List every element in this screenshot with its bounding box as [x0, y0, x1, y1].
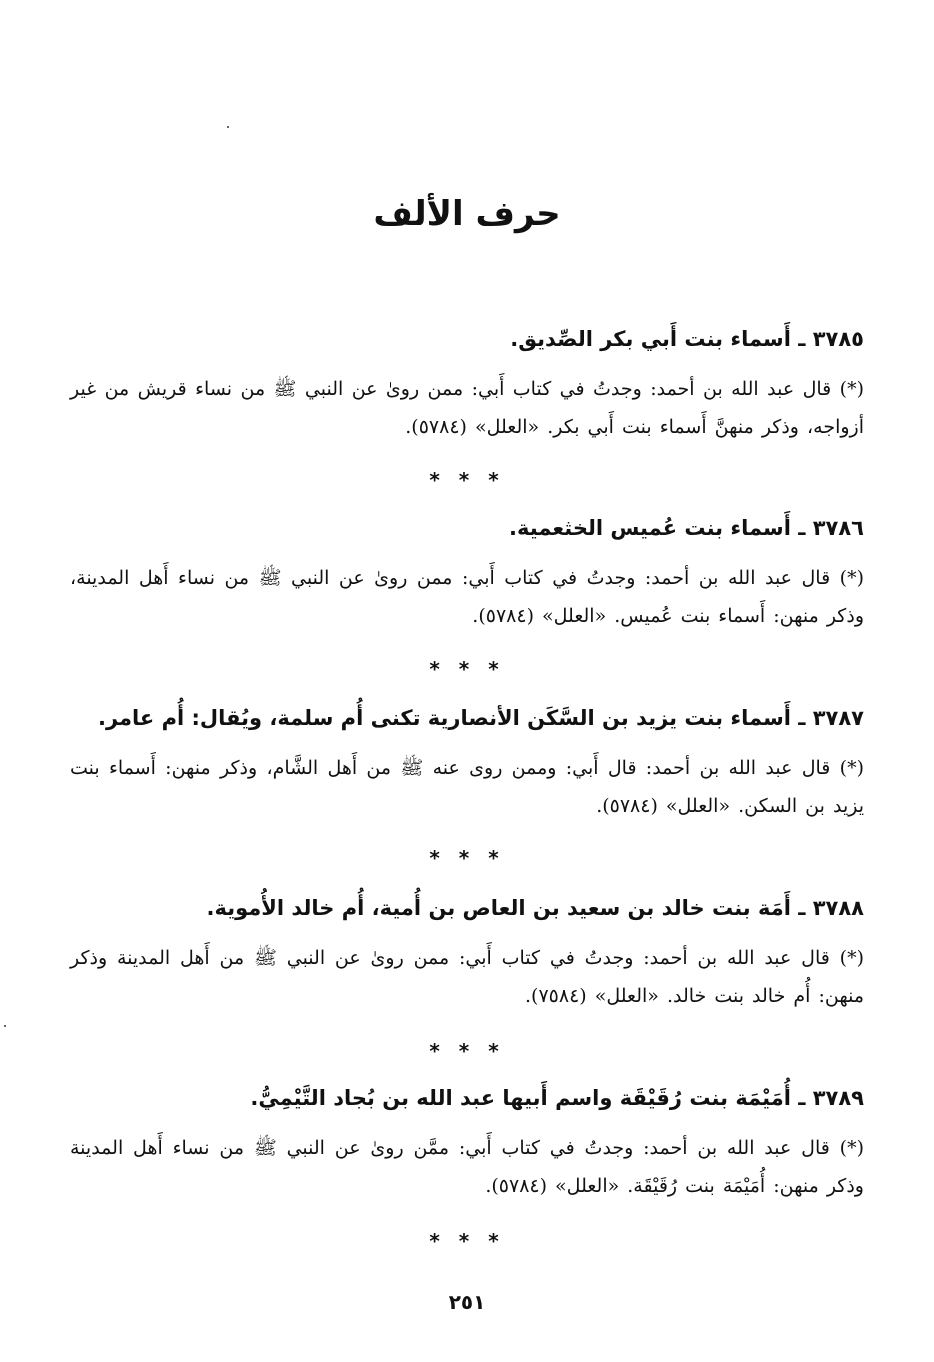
entry-heading: ٣٧٨٧ ـ أَسماء بنت يزيد بن السَّكَن الأنصارية تكنى أُم سلمة، ويُقال: أُم عامر.: [98, 706, 864, 730]
entry-text: (*) قال عبد الله بن أحمد: وجدتُ في كتاب أَبي: ممن روىٰ عن النبي ﷺ من نساء قريش من غير أزواجه، وذكر منهنَّ أَسماء بنت أَبي بكر. «العلل» (٥٧٨٤).: [70, 378, 864, 438]
entry-heading: ٣٧٨٩ ـ أُمَيْمَة بنت رُقَيْقَة واسم أَبيها عبد الله بن بُجاد التَّيْمِيُّ.: [250, 1086, 864, 1110]
scan-speck: [227, 126, 229, 128]
entry-3789: [70, 1083, 864, 1205]
entry-3786: [70, 513, 864, 635]
entry-heading: ٣٧٨٦ ـ أَسماء بنت عُميس الخثعمية.: [509, 516, 864, 540]
page-number: ٢٥١: [448, 1290, 486, 1314]
entry-text: (*) قال عبد الله بن أحمد: وجدتُ في كتاب أَبي: ممن روىٰ عن النبي ﷺ من نساء أَهل المدينة، وذكر منهن: أَسماء بنت عُميس. «العلل» (٥٧٨٤).: [70, 567, 864, 627]
chapter-title: حرف الألف: [373, 194, 561, 234]
entry-text: (*) قال عبد الله بن أحمد: وجدتُ في كتاب أَبي: ممن روىٰ عن النبي ﷺ من أَهل المدينة وذكر منهن: أُم خالد بنت خالد. «العلل» (٧٥٨٤).: [70, 947, 864, 1007]
entry-heading: ٣٧٨٥ ـ أَسماء بنت أَبي بكر الصِّديق.: [510, 327, 864, 351]
section-separator: * * *: [429, 846, 505, 870]
section-separator: * * *: [429, 468, 505, 492]
section-separator: * * *: [429, 1229, 505, 1253]
entry-3788: [70, 893, 864, 1015]
section-separator: * * *: [429, 1039, 505, 1063]
entry-text: (*) قال عبد الله بن أحمد: قال أَبي: وممن روى عنه ﷺ من أَهل الشَّام، وذكر منهن: أَسماء بنت يزيد بن السكن. «العلل» (٥٧٨٤).: [70, 757, 864, 817]
entry-text: (*) قال عبد الله بن أحمد: وجدتُ في كتاب أَبي: ممَّن روىٰ عن النبي ﷺ من نساء أَهل المدينة وذكر منهن: أُمَيْمَة بنت رُقَيْقَة. «العلل» (٥٧٨٤).: [70, 1137, 864, 1197]
entry-heading: ٣٧٨٨ ـ أَمَة بنت خالد بن سعيد بن العاص بن أُمية، أُم خالد الأُموية.: [206, 896, 864, 920]
entry-3785: [70, 324, 864, 446]
entry-3787: [70, 703, 864, 825]
scan-speck: [4, 1025, 6, 1027]
section-separator: * * *: [429, 657, 505, 681]
